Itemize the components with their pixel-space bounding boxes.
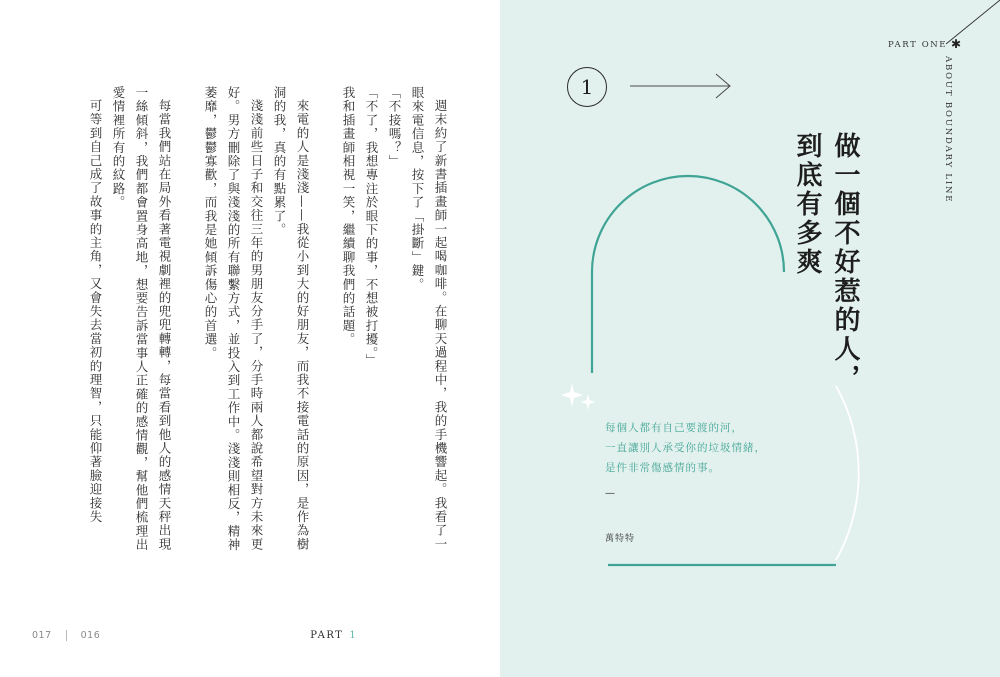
paragraph: 可等到自己成了故事的主角，又會失去當初的理智，只能仰著臉迎接失 bbox=[88, 98, 103, 524]
body-text bbox=[84, 86, 452, 556]
epigraph-quote bbox=[605, 418, 766, 478]
paragraph-spacer bbox=[176, 86, 199, 556]
part-label: PART bbox=[310, 630, 344, 641]
sparkle-icon bbox=[561, 383, 595, 410]
title-line-1: 做一個不好惹的人， bbox=[830, 132, 860, 393]
right-page bbox=[500, 0, 1000, 677]
paragraph: 來電的人是淺淺——我從小到大的好朋友，而我不接電話的原因，是作為樹洞的我，真的有點累了。 bbox=[272, 86, 310, 551]
paragraph-spacer bbox=[314, 86, 337, 556]
quote-author: 萬特特 bbox=[605, 534, 636, 544]
quote-line: 是件非常傷感情的事。 bbox=[605, 462, 720, 474]
part-one-label: PART ONE bbox=[888, 40, 948, 50]
page-footer bbox=[32, 630, 356, 641]
paragraph: 每當我們站在局外看著電視劇裡的兜兜轉轉，每當看到他人的感情天秤出現一絲傾斜，我們都會置身高地，想要告訴當事人正確的感情觀，幫他們梳理出愛情裡所有的紋路。 bbox=[111, 86, 172, 552]
paragraph: 「不了，我想專注於眼下的事，不想被打擾。」 bbox=[364, 86, 379, 368]
chapter-number: 1 bbox=[580, 75, 594, 99]
decorative-arches bbox=[500, 0, 1000, 677]
page-number-left: 017 bbox=[32, 630, 52, 641]
paragraph: 淺淺前些日子和交往三年的男朋友分手了，分手時兩人都說希望對方未來更好。男方刪除了與淺淺的所有聯繫方式，並投入到工作中。淺淺則相反，精神萎靡，鬱鬱寡歡，而我是她傾訴傷心的首選。 bbox=[203, 86, 264, 552]
title-line-2: 到底有多爽 bbox=[792, 132, 822, 277]
star-icon: ✱ bbox=[951, 37, 962, 51]
page-number-right: 016 bbox=[80, 630, 101, 641]
part-number: 1 bbox=[349, 630, 357, 641]
quote-line: 每個人都有自己要渡的河， bbox=[605, 422, 743, 434]
paragraph: 週末約了新書插畫師一起喝咖啡。在聊天過程中，我的手機響起。我看了一眼來電信息，按下了「掛斷」鍵。 bbox=[410, 86, 448, 551]
footer-divider bbox=[66, 630, 67, 641]
section-subtitle: ABOUT BOUNDARY LINE bbox=[943, 56, 953, 204]
paragraph: 我和插畫師相視一笑，繼續聊我們的話題。 bbox=[341, 86, 356, 347]
attribution-dash: — bbox=[605, 488, 615, 499]
paragraph: 「不接嗎？」 bbox=[387, 86, 402, 169]
quote-line: 一直讓別人承受你的垃圾情緒， bbox=[605, 442, 766, 454]
